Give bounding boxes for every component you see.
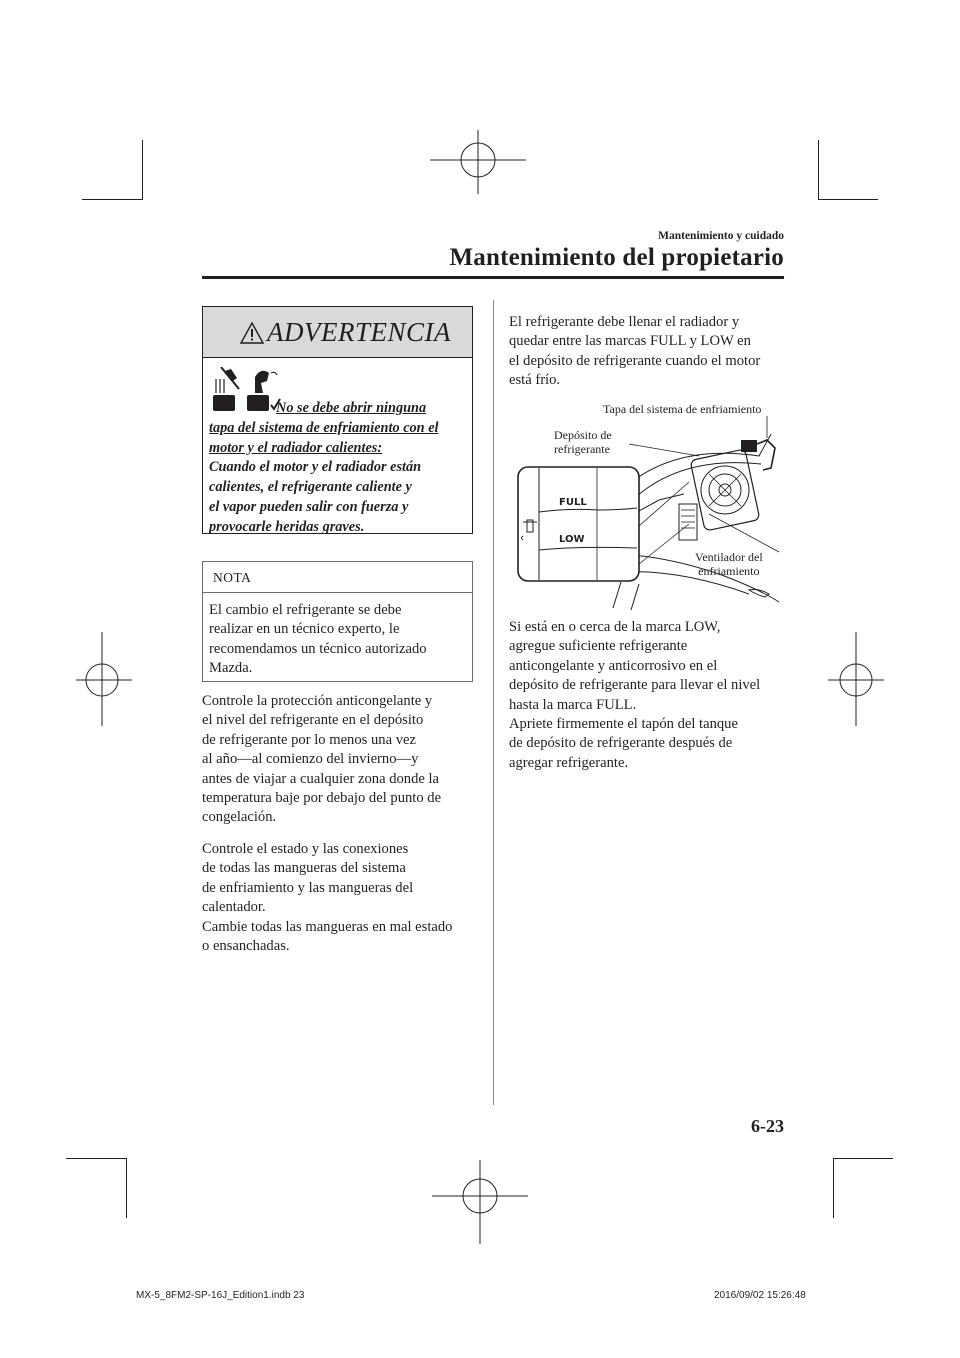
warning-header [203, 307, 472, 358]
section-label: Mantenimiento y cuidado [658, 230, 784, 242]
mark-full-label: FULL [559, 497, 587, 508]
warning-line-3: motor y el radiador calientes: [209, 439, 383, 456]
warning-box [202, 306, 473, 534]
label-reservoir-line: Depósito de [554, 428, 612, 442]
note-line: Mazda. [209, 660, 253, 677]
footer-timestamp: 2016/09/02 15:26:48 [714, 1290, 806, 1301]
text-line: o ensanchadas. [202, 938, 290, 955]
text-line: anticongelante y anticorrosivo en el [509, 657, 718, 674]
note-line: recomendamos un técnico autorizado [209, 640, 427, 657]
warning-title: ADVERTENCIA [267, 317, 451, 347]
text-line: al año—al comienzo del invierno—y [202, 751, 419, 768]
column-divider [493, 300, 494, 1105]
reservoir-zoom-inset [518, 467, 639, 581]
text-line: agregue suficiente refrigerante [509, 638, 688, 655]
coolant-reservoir-figure [509, 404, 789, 610]
label-fan-line: Ventilador del [695, 550, 763, 564]
text-line: depósito de refrigerante para llevar el nivel [509, 677, 761, 694]
text-line: agregar refrigerante. [509, 754, 629, 771]
warning-triangle-icon [240, 322, 264, 344]
text-line: el depósito de refrigerante cuando el motor [509, 352, 761, 369]
registration-mark-top [430, 130, 530, 220]
footer-file-name: MX-5_8FM2-SP-16J_Edition1.indb 23 [136, 1290, 305, 1301]
label-cooling-cap: Tapa del sistema de enfriamiento [603, 402, 762, 416]
text-line: de enfriamiento y las mangueras del [202, 879, 414, 896]
warning-body-line: provocarle heridas graves. [209, 518, 365, 535]
text-line: congelación. [202, 809, 277, 826]
label-reservoir-line: refrigerante [554, 442, 610, 456]
text-line: hasta la marca FULL. [509, 696, 637, 713]
note-line: El cambio el refrigerante se debe [209, 602, 402, 618]
text-line: Cambie todas las mangueras en mal estado [202, 918, 453, 935]
page-number: 6-23 [751, 1116, 784, 1136]
note-text [209, 601, 467, 679]
warning-line-2: tapa del sistema de enfriamiento con el [209, 419, 439, 436]
page-title: Mantenimiento del propietario [449, 244, 784, 271]
note-title: NOTA [213, 570, 252, 585]
header-rule [202, 276, 784, 279]
text-line: de depósito de refrigerante después de [509, 735, 733, 752]
text-line: está frío. [509, 372, 561, 389]
note-line: realizar en un técnico experto, le [209, 621, 400, 638]
text-line: quedar entre las marcas FULL y LOW en [509, 333, 751, 350]
text-line: Si está en o cerca de la marca LOW, [509, 619, 721, 635]
note-header [203, 562, 472, 593]
text-line: Controle la protección anticongelante y [202, 693, 433, 709]
text-line: temperatura baje por debajo del punto de [202, 790, 442, 807]
label-cooling-fan [695, 550, 763, 578]
text-line: El refrigerante debe llenar el radiador y [509, 314, 740, 330]
paragraph-hoses-check [202, 840, 487, 956]
text-line: de refrigerante por lo menos una vez [202, 731, 416, 748]
warning-text [209, 399, 471, 538]
label-reservoir [554, 428, 612, 456]
paragraph-add-coolant [509, 618, 789, 773]
warning-body-line: Cuando el motor y el radiador están [209, 459, 422, 476]
registration-mark-right [826, 630, 886, 730]
warning-body-line: el vapor pueden salir con fuerza y [209, 498, 409, 515]
text-line: Controle el estado y las conexiones [202, 841, 409, 857]
paragraph-antifreeze-check [202, 692, 487, 828]
registration-mark-bottom [432, 1160, 532, 1250]
label-fan-line: enfriamiento [698, 564, 760, 578]
text-line: de todas las mangueras del sistema [202, 860, 406, 877]
note-box [202, 561, 473, 682]
text-line: antes de viajar a cualquier zona donde la [202, 770, 440, 787]
registration-mark-left [76, 630, 136, 730]
text-line: calentador. [202, 899, 266, 916]
warning-line-1: No se debe abrir ninguna [276, 400, 427, 416]
paragraph-coolant-level [509, 313, 789, 391]
mark-low-label: LOW [559, 534, 585, 545]
warning-body-line: calientes, el refrigerante caliente y [209, 479, 412, 496]
text-line: el nivel del refrigerante en el depósito [202, 712, 424, 729]
text-line: Apriete firmemente el tapón del tanque [509, 716, 738, 733]
engine-bay-illustration [509, 404, 789, 610]
